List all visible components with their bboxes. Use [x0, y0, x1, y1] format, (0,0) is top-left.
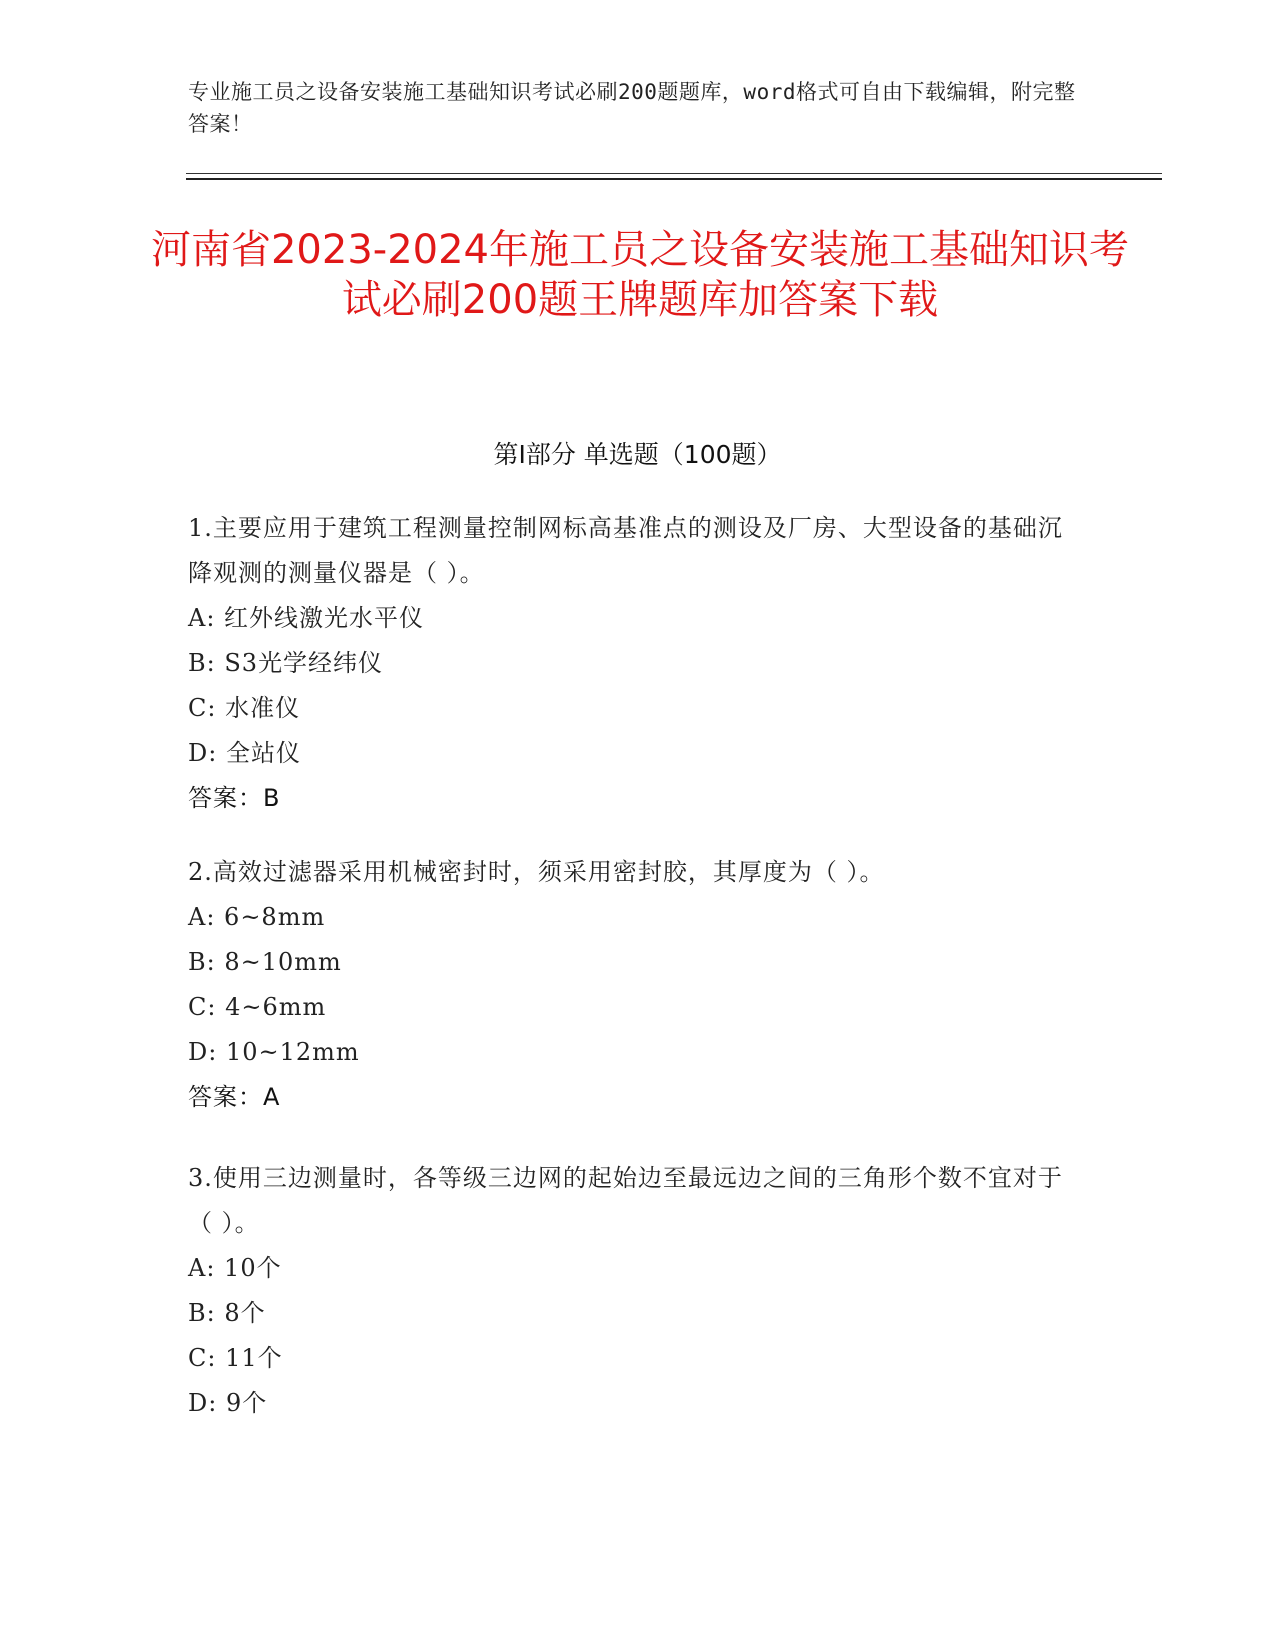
option-d: D: 9个	[188, 1389, 268, 1417]
option-a: A: 6~8mm	[188, 903, 326, 931]
question-1	[188, 506, 1068, 821]
option-d: D: 10~12mm	[188, 1038, 360, 1066]
option-b: B: 8个	[188, 1299, 266, 1327]
header-note: 专业施工员之设备安装施工基础知识考试必刷200题题库，word格式可自由下载编辑，附完整答案！	[188, 80, 1076, 136]
option-a: A: 红外线激光水平仪	[188, 604, 425, 632]
header-rule-thin	[186, 173, 1162, 174]
question-stem: 2.高效过滤器采用机械密封时，须采用密封胶，其厚度为（ ）。	[188, 858, 885, 886]
question-stem: 1.主要应用于建筑工程测量控制网标高基准点的测设及厂房、大型设备的基础沉降观测的测量仪器是（ ）。	[188, 514, 1063, 587]
option-c: C: 11个	[188, 1344, 283, 1372]
option-c: C: 水准仪	[188, 694, 301, 722]
question-3	[188, 1156, 1068, 1426]
section-heading: 第I部分 单选题（100题）	[493, 440, 782, 469]
header-rule-thick	[186, 178, 1162, 180]
option-b: B: 8~10mm	[188, 948, 342, 976]
question-2	[188, 850, 1068, 1120]
option-b: B: S3光学经纬仪	[188, 649, 384, 677]
document-title: 河南省2023-2024年施工员之设备安装施工基础知识考试必刷200题王牌题库加答案下载	[150, 227, 1130, 323]
answer-label: 答案：B	[188, 784, 281, 812]
option-a: A: 10个	[188, 1254, 282, 1282]
option-c: C: 4~6mm	[188, 993, 327, 1021]
option-d: D: 全站仪	[188, 739, 301, 767]
answer-label: 答案：A	[188, 1083, 281, 1111]
question-stem: 3.使用三边测量时，各等级三边网的起始边至最远边之间的三角形个数不宜对于（ ）。	[188, 1164, 1063, 1237]
